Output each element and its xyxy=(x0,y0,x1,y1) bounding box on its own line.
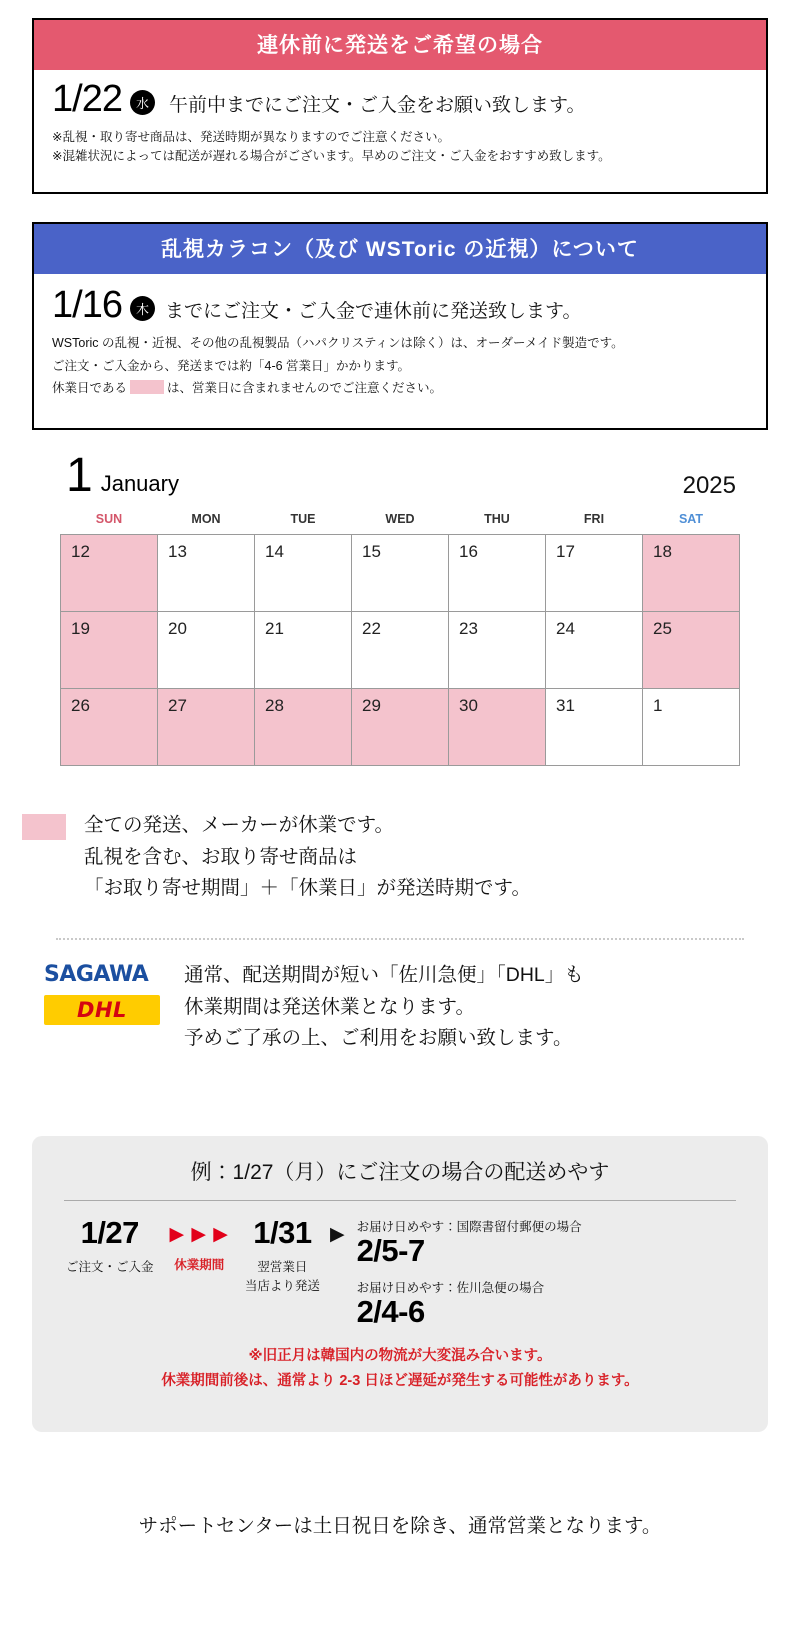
delivery-estimate-label: お届け日めやす：国際書留付郵便の場合 xyxy=(356,1220,582,1234)
carrier-notice-line: 予めご了承の上、ご利用をお願い致します。 xyxy=(184,1027,573,1050)
flow-order-date: 1/27 xyxy=(80,1215,139,1250)
notice-before-holiday-header: 連休前に発送をご希望の場合 xyxy=(34,20,766,70)
notice-toric-header: 乱視カラコン（及び WSToric の近視）について xyxy=(34,224,766,274)
notice-toric-note-line: ご注文・ご入金から、発送までは約「4-6 営業日」かかります。 xyxy=(52,358,411,373)
calendar-day-cell: 17 xyxy=(546,535,643,612)
calendar-day-cell: 22 xyxy=(352,612,449,689)
calendar-table xyxy=(60,508,740,766)
calendar-weekday-mon: MON xyxy=(191,512,221,526)
notice-toric-swatch-suffix: は、営業日に含まれませんのでご注意ください。 xyxy=(167,381,443,395)
notice-toric-lead: までにご注文・ご入金で連休前に発送致します。 xyxy=(164,301,582,322)
calendar-day-cell: 26 xyxy=(61,689,158,766)
flow-order-caption: ご注文・ご入金 xyxy=(66,1260,154,1274)
calendar-weekday-thu: THU xyxy=(484,512,510,526)
holiday-legend xyxy=(22,810,778,905)
notice-before-holiday xyxy=(32,18,768,194)
delivery-flow xyxy=(32,1201,768,1338)
sagawa-logo-icon: SAGAWA xyxy=(44,962,149,987)
dhl-logo-text: DHL xyxy=(77,998,127,1022)
notice-toric-notes xyxy=(52,332,750,400)
holiday-swatch-icon xyxy=(22,814,66,840)
notice-toric-body xyxy=(34,274,766,400)
notice-toric-weekday-chip: 木 xyxy=(130,296,155,321)
calendar-month-wrap xyxy=(66,449,179,502)
carrier-notice-line: 通常、配送期間が短い「佐川急便」「DHL」も xyxy=(184,964,584,986)
calendar-day-cell: 15 xyxy=(352,535,449,612)
calendar-header xyxy=(60,449,740,508)
carrier-logos xyxy=(44,958,184,1055)
holiday-legend-line: 全ての発送、メーカーが休業です。 xyxy=(84,814,395,836)
holiday-legend-text xyxy=(84,810,531,905)
calendar-year: 2025 xyxy=(682,472,736,499)
notice-before-holiday-weekday-chip: 水 xyxy=(130,90,155,115)
support-center-footer: サポートセンターは土日祝日を除き、通常営業となります。 xyxy=(138,1515,662,1537)
calendar-day-cell: 25 xyxy=(643,612,740,689)
calendar-day-cell: 16 xyxy=(449,535,546,612)
flow-delivery-estimates xyxy=(355,1217,582,1338)
holiday-legend-line: 乱視を含む、お取り寄せ商品は xyxy=(84,845,358,868)
calendar-day-cell: 13 xyxy=(158,535,255,612)
notice-before-holiday-lead: 午前中までにご注文・ご入金をお願い致します。 xyxy=(168,95,586,116)
calendar-weekday-tue: TUE xyxy=(290,512,316,526)
flow-holiday-caption: 休業期間 xyxy=(174,1258,225,1272)
flow-ship-caption xyxy=(245,1258,320,1296)
calendar xyxy=(60,449,740,766)
calendar-weekday-fri: FRI xyxy=(583,512,605,526)
notice-before-holiday-date: 1/22 xyxy=(52,78,122,120)
calendar-day-cell: 27 xyxy=(158,689,255,766)
notice-before-holiday-body xyxy=(34,70,766,167)
calendar-day-cell: 18 xyxy=(643,535,740,612)
calendar-weekday-row xyxy=(61,508,740,535)
calendar-day-cell: 23 xyxy=(449,612,546,689)
calendar-weekday-sun: SUN xyxy=(95,512,123,526)
dhl-logo-icon xyxy=(44,995,160,1025)
notice-toric-note-line: WSToric の乱視・近視、その他の乱視製品（ハパクリスティンは除く）は、オーダーメイド製造です。 xyxy=(52,336,624,350)
calendar-day-cell: 30 xyxy=(449,689,546,766)
delivery-example-panel xyxy=(32,1136,768,1432)
notice-note-line: ※混雑状況によっては配送が遅れる場合がございます。早めのご注文・ご入金をおすすめ致します。 xyxy=(52,149,611,164)
notice-toric-date-row xyxy=(52,286,750,324)
notice-toric xyxy=(32,222,768,430)
calendar-weekday-sat: SAT xyxy=(678,512,704,526)
notice-before-holiday-date-row xyxy=(52,80,750,118)
triple-arrow-icon: ▶ ▶ ▶ xyxy=(169,1224,229,1245)
carrier-notice-text xyxy=(184,958,584,1055)
calendar-day-cell: 1 xyxy=(643,689,740,766)
notice-toric-note-swatch-line xyxy=(52,377,750,400)
holiday-color-swatch-icon xyxy=(130,380,164,394)
calendar-day-cell: 19 xyxy=(61,612,158,689)
arrow-right-icon: ▶ xyxy=(329,1224,345,1245)
calendar-day-cell: 21 xyxy=(255,612,352,689)
calendar-day-cell: 20 xyxy=(158,612,255,689)
flow-ship-date: 1/31 xyxy=(253,1215,312,1250)
section-divider xyxy=(56,938,744,940)
flow-step-ship xyxy=(245,1217,320,1296)
calendar-day-cell: 31 xyxy=(546,689,643,766)
calendar-day-cell: 14 xyxy=(255,535,352,612)
notice-note-line: ※乱視・取り寄せ商品は、発送時期が異なりますのでご注意ください。 xyxy=(52,130,450,144)
delivery-estimate-date: 2/4-6 xyxy=(356,1293,425,1329)
carrier-notice-line: 休業期間は発送休業となります。 xyxy=(184,995,475,1018)
holiday-legend-line: 「お取り寄せ期間」＋「休業日」が発送時期です。 xyxy=(84,877,531,900)
delivery-example-warning xyxy=(32,1344,768,1395)
calendar-day-cell: 29 xyxy=(352,689,449,766)
delivery-estimate-label: お届け日めやす：佐川急便の場合 xyxy=(356,1280,545,1295)
calendar-week-row xyxy=(61,689,740,766)
flow-step-order xyxy=(66,1217,154,1277)
notice-before-holiday-notes xyxy=(52,128,750,167)
delivery-warning-line: ※旧正月は韓国内の物流が大変混み合います。 xyxy=(248,1348,552,1365)
notice-toric-swatch-prefix: 休業日である xyxy=(52,381,128,395)
calendar-week-row xyxy=(61,612,740,689)
carrier-notice xyxy=(44,958,784,1055)
flow-holiday-arrows xyxy=(154,1217,245,1275)
delivery-warning-line: 休業期間前後は、通常より 2-3 日ほど遅延が発生する可能性があります。 xyxy=(161,1373,639,1390)
flow-arrow-single xyxy=(320,1217,355,1246)
delivery-estimate-date: 2/5-7 xyxy=(356,1233,425,1268)
holiday-legend-row xyxy=(22,810,778,905)
calendar-weekday-wed: WED xyxy=(385,512,415,526)
calendar-week-row xyxy=(61,535,740,612)
flow-ship-caption-line: 翌営業日 xyxy=(257,1260,308,1274)
flow-ship-caption-line: 当店より発送 xyxy=(244,1278,320,1293)
calendar-body xyxy=(61,535,740,766)
calendar-day-cell: 12 xyxy=(61,535,158,612)
notice-toric-date: 1/16 xyxy=(52,284,122,326)
calendar-month-name: January xyxy=(100,471,179,496)
delivery-example-title: 例：1/27（月）にご注文の場合の配送めやす xyxy=(190,1161,610,1184)
calendar-month-number: 1 xyxy=(66,449,93,502)
calendar-day-cell: 28 xyxy=(255,689,352,766)
calendar-day-cell: 24 xyxy=(546,612,643,689)
